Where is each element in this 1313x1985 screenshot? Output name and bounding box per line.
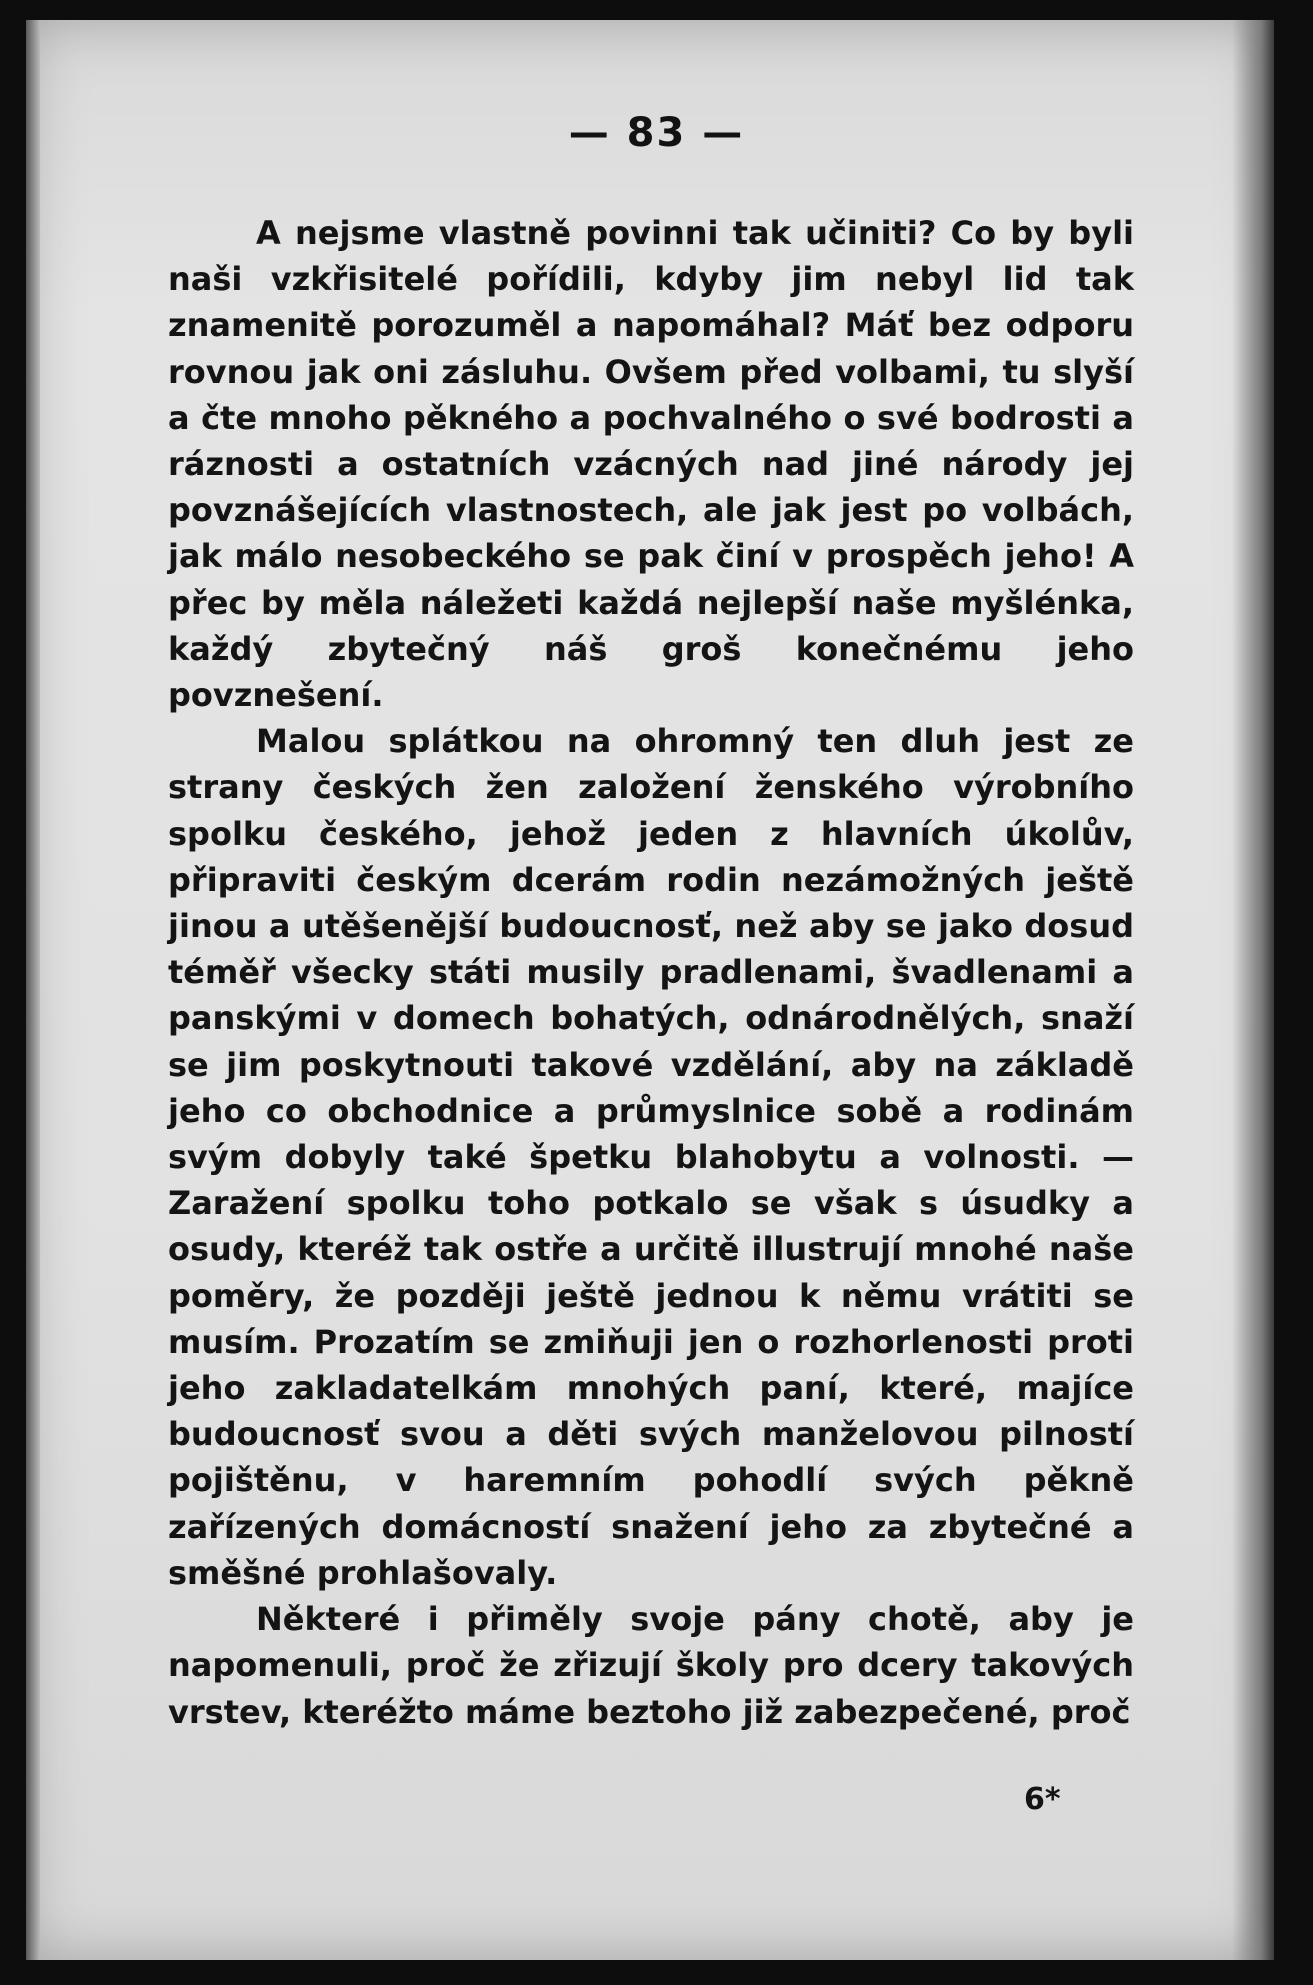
paragraph-1: A nejsme vlastně povinni tak učiniti? Co by byli naši vzkřisitelé pořídili, kdyby jim nebyl lid tak znamenitě porozuměl a napomáhal? Máť bez odporu rovnou jak oni zásluhu. Ovšem před volbami, tu slyší a čte mnoho pěkného a pochvalného o své bodrosti a ráznosti a ostatních vzácných nad jiné národy jej povznášejících vlastnostech, ale jak jest po volbách, jak málo nesobeckého se pak činí v prospěch jeho! A přec by měla náležeti každá nejlepší naše myšlénka, každý zbytečný náš groš konečnému jeho povznešení.: [168, 214, 1134, 715]
signature-mark: 6*: [1024, 1782, 1061, 1817]
page-right-edge: [1232, 20, 1274, 1960]
page-number: — 83 —: [568, 110, 745, 156]
page-left-edge: [26, 20, 40, 1960]
body-text: [168, 210, 1134, 1735]
paragraph-3: Některé i přiměly svoje pány chotě, aby je napomenuli, proč že zřizují školy pro dcery takových vrstev, kteréžto máme beztoho již zabezpečené, proč: [168, 1600, 1134, 1731]
paragraph-2: Malou splátkou na ohromný ten dluh jest ze strany českých žen založení ženského výrobního spolku českého, jehož jeden z hlavních úkolův, připraviti českým dcerám rodin nezámožných ještě jinou a utěšenější budoucnosť, než aby se jako dosud téměř všecky státi musily pradlenami, švadlenami a panskými v domech bohatých, odnárodnělých, snaží se jim poskytnouti takové vzdělání, aby na základě jeho co obchodnice a průmyslnice sobě a rodinám svým dobyly také špetku blahobytu a volnosti. — Zaražení spolku toho potkalo se však s úsudky a osudy, kteréž tak ostře a určitě illustrují mnohé naše poměry, že později ještě jednou k němu vrátiti se musím. Prozatím se zmiňuji jen o rozhorlenosti proti jeho zakladatelkám mnohých paní, které, majíce budoucnosť svou a děti svých manželovou pilností pojištěnu, v haremním pohodlí svých pěkně zařízených domácností snažení jeho za zbytečné a směšné prohlašovaly.: [168, 722, 1134, 1592]
